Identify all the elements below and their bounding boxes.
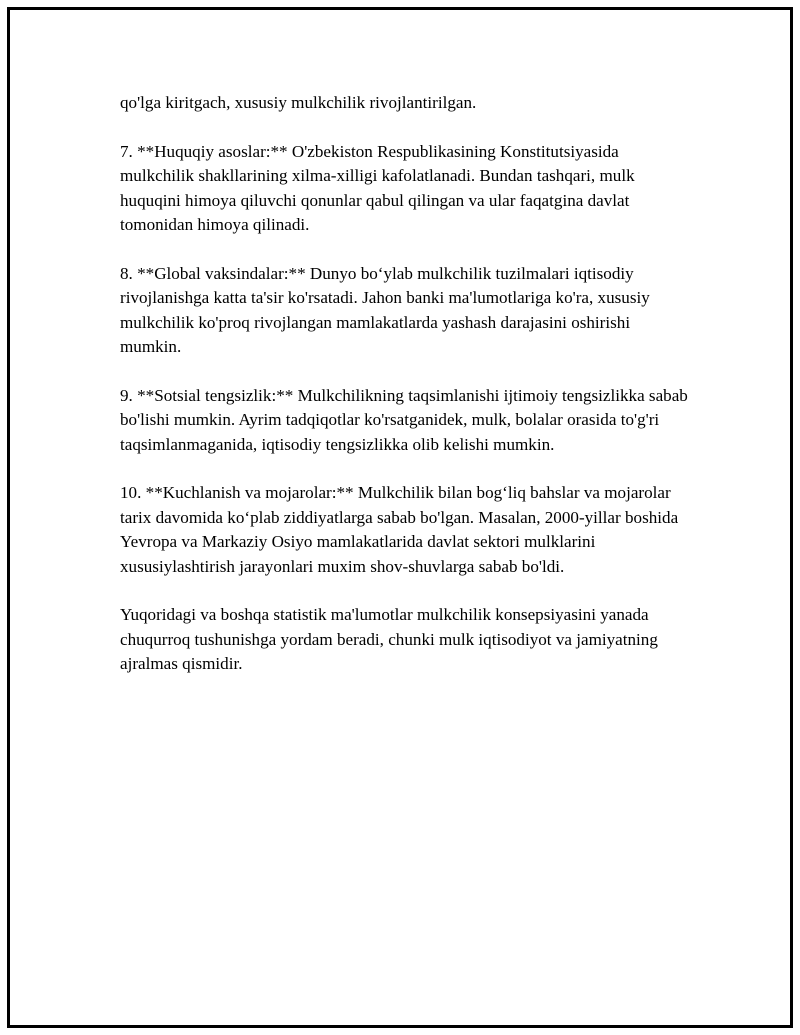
paragraph-item-9: 9. **Sotsial tengsizlik:** Mulkchilikning taqsimlanishi ijtimoiy tengsizlikka sabab bo'lishi mumkin. Ayrim tadqiqotlar ko'rsatganidek, mulk, bolalar orasida to'g'ri taqsimlanmaganida, iqtisodiy tengsizlikka olib kelishi mumkin. <box>120 385 688 454</box>
paragraph-item-7: 7. **Huquqiy asoslar:** O'zbekiston Respublikasining Konstitutsiyasida mulkchilik shakllarining xilma-xilligi kafolatlanadi. Bundan tashqari, mulk huquqini himoya qiluvchi qonunlar qabul qilingan va ular faqatgina davlat tomonidan himoya qilinadi. <box>120 141 635 235</box>
paragraph-continuation: qo'lga kiritgach, xususiy mulkchilik rivojlantirilgan. <box>120 93 477 112</box>
paragraph-conclusion: Yuqoridagi va boshqa statistik ma'lumotlar mulkchilik konsepsiyasini yanada chuqurroq tushunishga yordam beradi, chunki mulk iqtisodiyot va jamiyatning ajralmas qismidir. <box>120 605 658 674</box>
document-body <box>120 91 695 701</box>
paragraph-item-8: 8. **Global vaksindalar:** Dunyo bo‘ylab mulkchilik tuzilmalari iqtisodiy rivojlanishga katta ta'sir ko'rsatadi. Jahon banki ma'lumotlariga ko'ra, xususiy mulkchilik ko'proq rivojlangan mamlakatlarda yashash darajasini oshirishi mumkin. <box>120 263 650 357</box>
page-frame <box>7 7 793 1028</box>
paragraph-item-10: 10. **Kuchlanish va mojarolar:** Mulkchilik bilan bog‘liq bahslar va mojarolar tarix davomida ko‘plab ziddiyatlarga sabab bo'lgan. Masalan, 2000-yillar boshida Yevropa va Markaziy Osiyo mamlakatlarida davlat sektori mulklarini xususiylashtirish jarayonlari muxim shov-shuvlarga sabab bo'ldi. <box>120 483 679 576</box>
